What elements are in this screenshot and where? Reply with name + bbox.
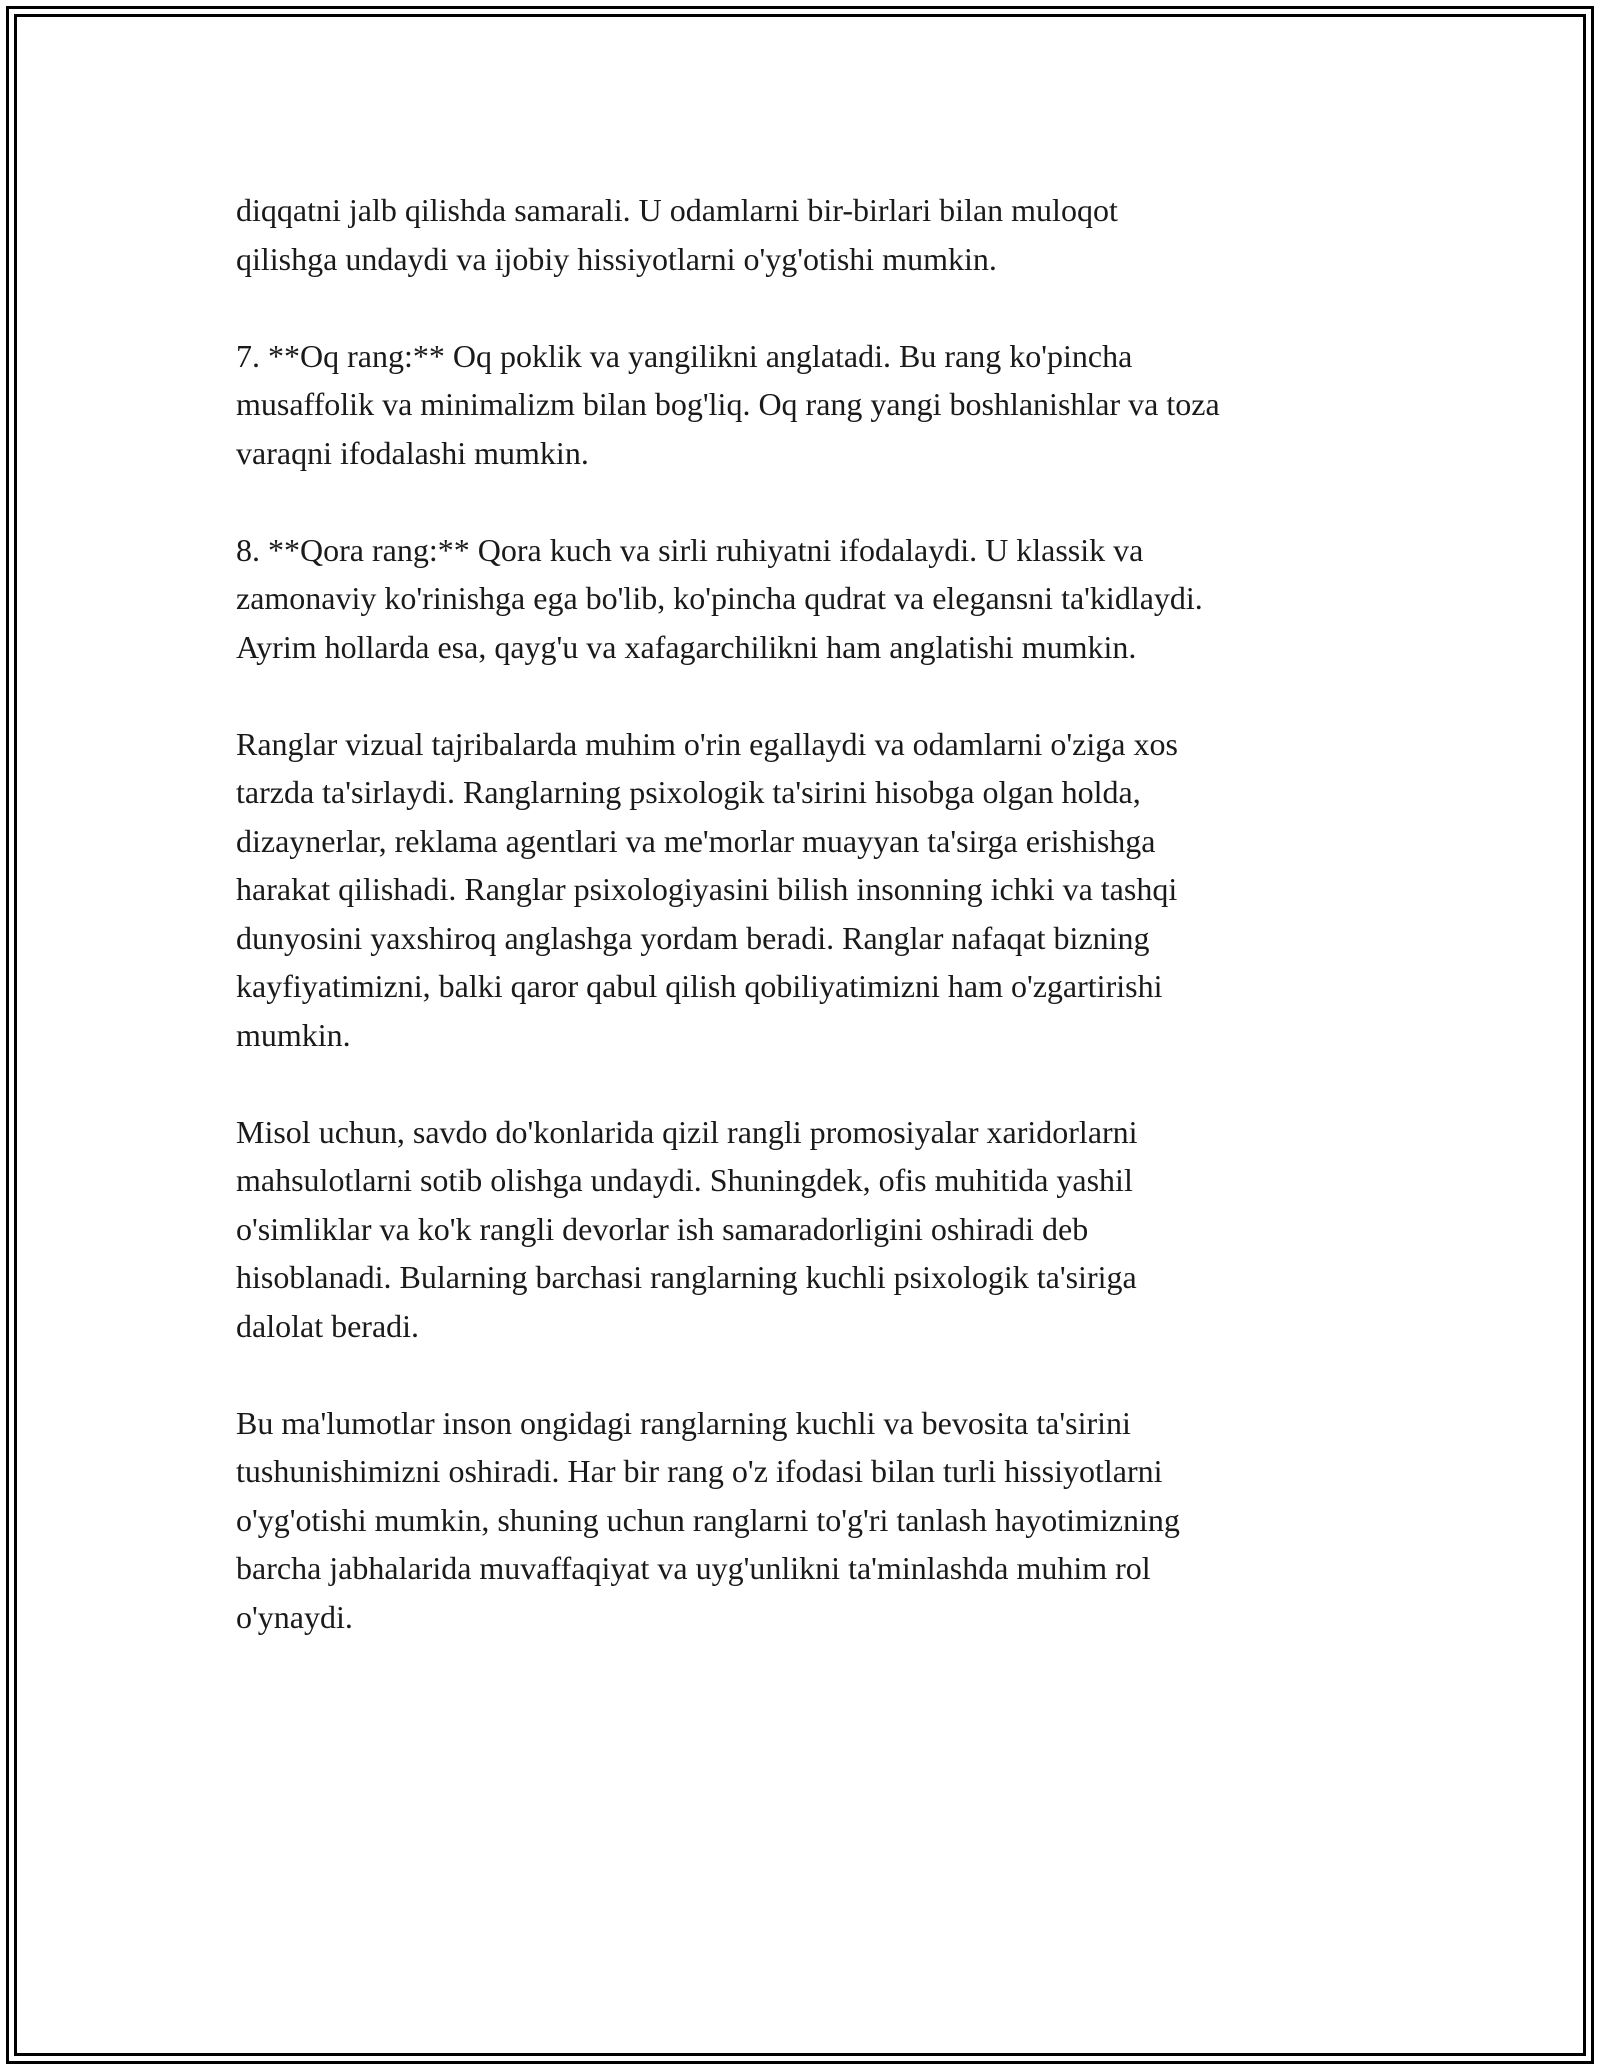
text-line: varaqni ifodalashi mumkin. [236,434,589,471]
text-line: tushunishimizni oshiradi. Har bir rang o'z ifodasi bilan turli hissiyotlarni [236,1453,1163,1489]
paragraph [236,186,1416,283]
text-line: 7. **Oq rang:** Oq poklik va yangilikni anglatadi. Bu rang ko'pincha [236,337,1133,374]
paragraph [236,332,1416,478]
text-line: o'ynaydi. [236,1598,353,1635]
text-line: tarzda ta'sirlaydi. Ranglarning psixologik ta'sirini hisobga olgan holda, [236,774,1141,810]
paragraph [236,526,1416,672]
text-line: Bu ma'lumotlar inson ongidagi ranglarning kuchli va bevosita ta'sirini [236,1404,1131,1441]
text-line: 8. **Qora rang:** Qora kuch va sirli ruhiyatni ifodalaydi. U klassik va [236,531,1144,568]
paragraph [236,1399,1416,1642]
paragraph [236,720,1416,1060]
text-line: kayfiyatimizni, balki qaror qabul qilish qobiliyatimizni ham o'zgartirishi [236,968,1163,1004]
paragraph [236,1108,1416,1351]
text-line: mumkin. [236,1016,351,1053]
text-line: barcha jabhalarida muvaffaqiyat va uyg'unlikni ta'minlashda muhim rol [236,1550,1151,1586]
text-line: hisoblanadi. Bularning barchasi ranglarning kuchli psixologik ta'siriga [236,1259,1137,1295]
text-line: mahsulotlarni sotib olishga undaydi. Shuningdek, ofis muhitida yashil [236,1162,1133,1198]
text-line: dizaynerlar, reklama agentlari va me'morlar muayyan ta'sirga erishishga [236,822,1156,859]
text-line: qilishga undaydi va ijobiy hissiyotlarni o'yg'otishi mumkin. [236,240,997,277]
text-line: dunyosini yaxshiroq anglashga yordam beradi. Ranglar nafaqat bizning [236,919,1150,956]
text-line: harakat qilishadi. Ranglar psixologiyasini bilish insonning ichki va tashqi [236,871,1178,907]
document-body [236,186,1416,1690]
text-line: zamonaviy ko'rinishga ega bo'lib, ko'pincha qudrat va elegansni ta'kidlaydi. [236,580,1203,616]
text-line: diqqatni jalb qilishda samarali. U odamlarni bir-birlari bilan muloqot [236,192,1118,228]
text-line: o'simliklar va ko'k rangli devorlar ish samaradorligini oshiradi deb [236,1210,1089,1247]
text-line: Misol uchun, savdo do'konlarida qizil rangli promosiyalar xaridorlarni [236,1113,1138,1150]
text-line: Ranglar vizual tajribalarda muhim o'rin egallaydi va odamlarni o'ziga xos [236,725,1178,762]
text-line: o'yg'otishi mumkin, shuning uchun ranglarni to'g'ri tanlash hayotimizning [236,1501,1180,1538]
text-line: Ayrim hollarda esa, qayg'u va xafagarchilikni ham anglatishi mumkin. [236,628,1137,665]
text-line: dalolat beradi. [236,1307,420,1344]
text-line: musaffolik va minimalizm bilan bog'liq. Oq rang yangi boshlanishlar va toza [236,386,1220,422]
